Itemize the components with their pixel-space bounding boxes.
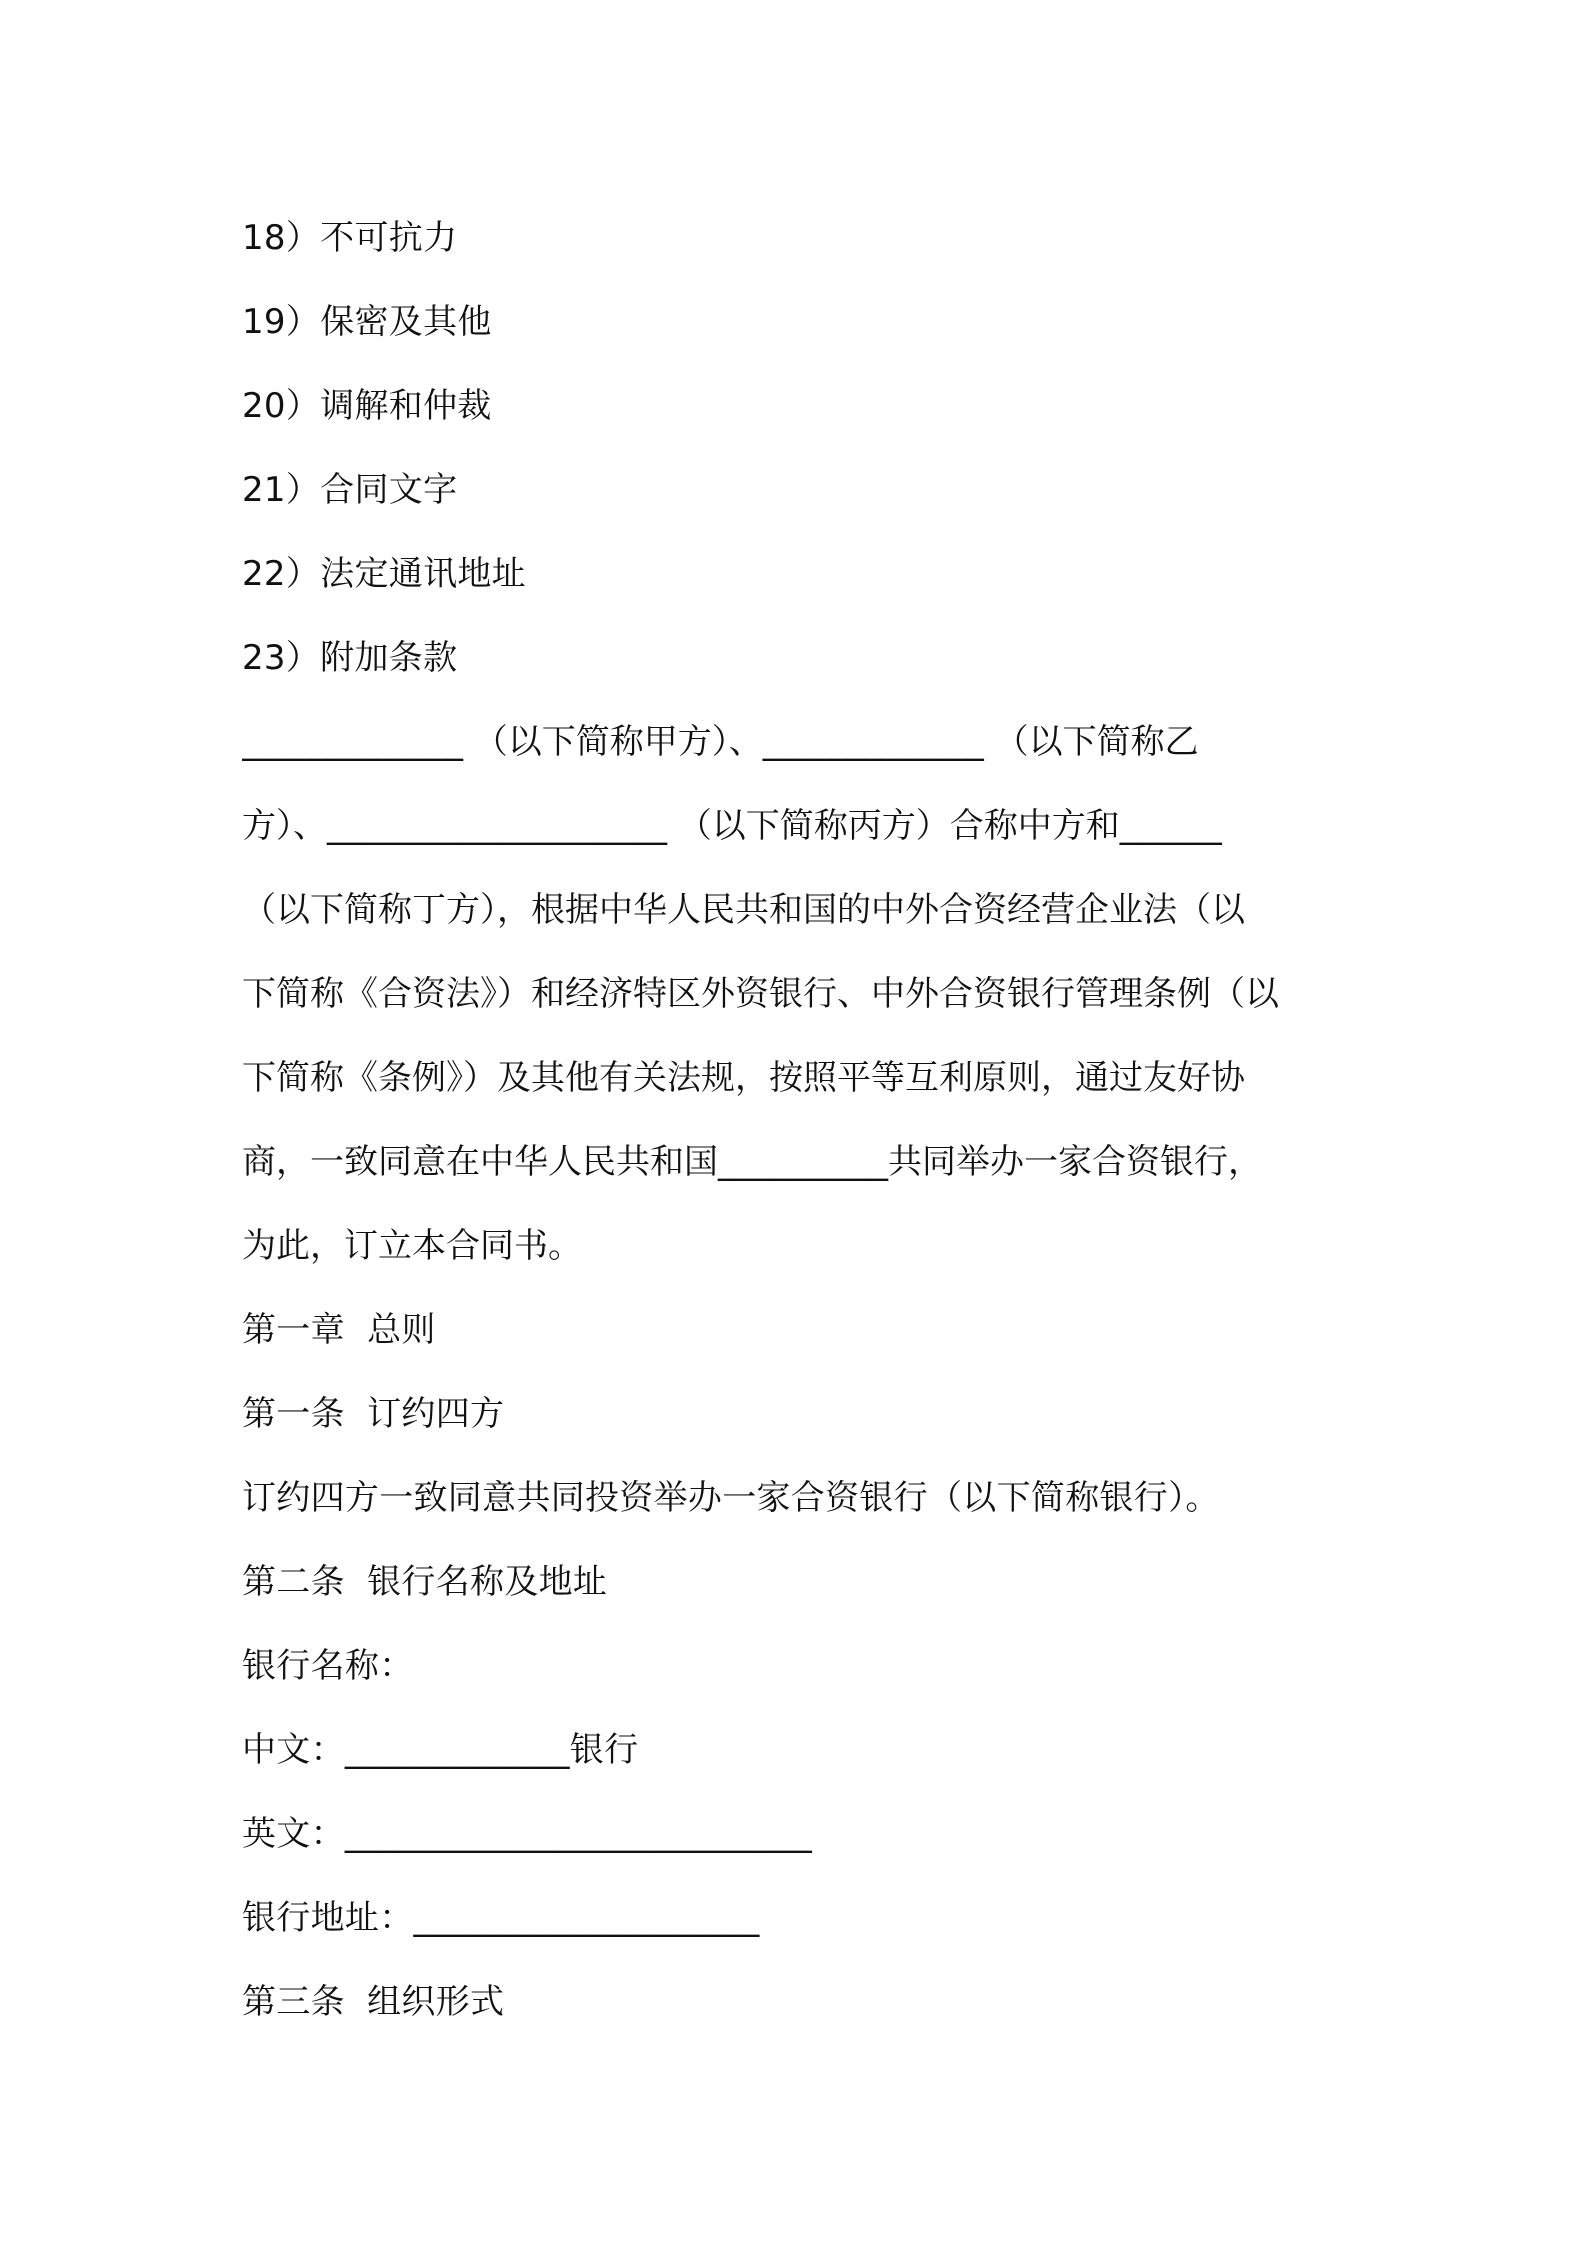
preamble-line: 商，一致同意在中华人民共和国__________共同举办一家合资银行， [242, 1142, 1262, 1182]
bank-name-label: 银行名称： [242, 1646, 414, 1686]
list-item-confidentiality: 19）保密及其他 [242, 302, 492, 342]
list-item-additional-terms: 23）附加条款 [242, 638, 458, 678]
document-body [242, 196, 1354, 2044]
preamble-line: 为此，订立本合同书。 [242, 1226, 582, 1266]
list-item-legal-address: 22）法定通讯地址 [242, 554, 526, 594]
chapter-heading: 第一章 总则 [242, 1310, 436, 1350]
article-3-title: 第三条 组织形式 [242, 1982, 505, 2022]
list-item-force-majeure: 18）不可抗力 [242, 218, 458, 258]
bank-address: 银行地址：____________________ [242, 1898, 760, 1938]
article-1-title: 第一条 订约四方 [242, 1394, 505, 1434]
article-1-body: 订约四方一致同意共同投资举办一家合资银行（以下简称银行）。 [242, 1478, 1220, 1518]
preamble-line: 下简称《条例》）及其他有关法规，按照平等互利原则，通过友好协 [242, 1058, 1245, 1098]
bank-chinese-name: 中文：_____________银行 [242, 1730, 639, 1770]
preamble-line: 方）、____________________ （以下简称丙方）合称中方和______ [242, 806, 1222, 846]
preamble-line: _____________ （以下简称甲方）、_____________ （以下简称乙 [242, 722, 1199, 762]
bank-english-name: 英文：___________________________ [242, 1814, 812, 1854]
preamble-line: （以下简称丁方），根据中华人民共和国的中外合资经营企业法（以 [242, 890, 1245, 930]
list-item-contract-language: 21）合同文字 [242, 470, 458, 510]
article-2-title: 第二条 银行名称及地址 [242, 1562, 608, 1602]
preamble-paragraph [242, 700, 1354, 1288]
list-item-mediation-arbitration: 20）调解和仲裁 [242, 386, 492, 426]
preamble-line: 下简称《合资法》）和经济特区外资银行、中外合资银行管理条例（以 [242, 974, 1279, 1014]
